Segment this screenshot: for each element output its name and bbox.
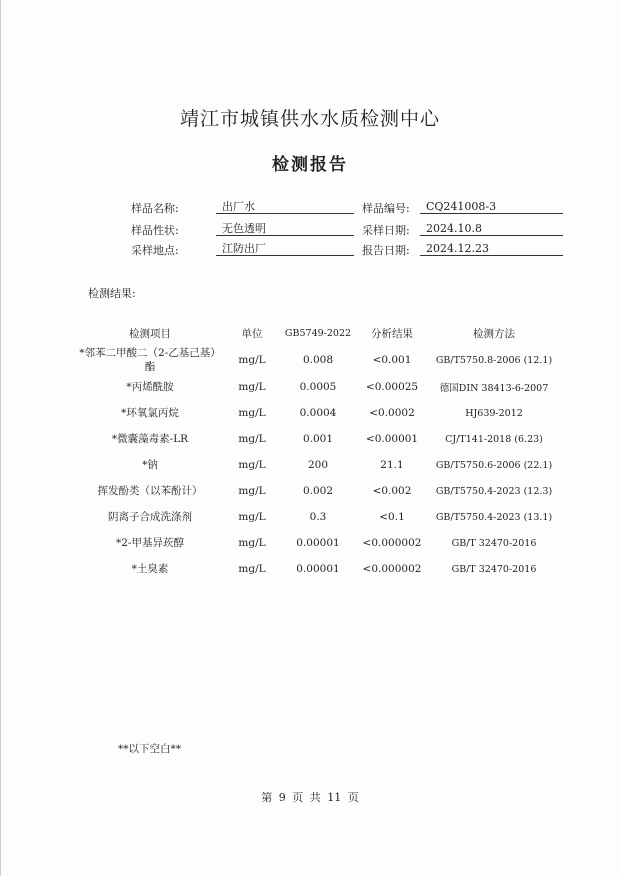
cell-item: 挥发酚类（以苯酚计） [97, 485, 203, 497]
cell-limit: 0.0004 [299, 407, 337, 419]
cell-item: *邻苯二甲酸二（2-乙基己基）酯 [79, 347, 221, 373]
table-row [76, 400, 560, 426]
cell-item: *钠 [142, 459, 158, 471]
cell-result: <0.1 [379, 511, 405, 523]
cell-method: GB/T5750.4-2023 (12.3) [435, 485, 553, 497]
cell-limit: 0.008 [302, 354, 334, 366]
cell-result: <0.0002 [369, 407, 415, 419]
sample-name-label: 样品名称: [131, 202, 179, 215]
table-row [76, 556, 560, 582]
cell-method: GB/T 32470-2016 [451, 537, 537, 549]
cell-limit: 0.00001 [296, 537, 340, 549]
cell-item: *2-甲基异莰醇 [116, 537, 184, 549]
header-method: 检测方法 [473, 327, 515, 340]
report-date-value: 2024.12.23 [420, 242, 563, 256]
cell-unit: mg/L [238, 563, 266, 575]
info-row-3 [0, 242, 620, 262]
table-row [76, 530, 560, 556]
table-row [76, 426, 560, 452]
results-table [76, 320, 560, 582]
sampling-date-label: 采样日期: [362, 224, 410, 237]
header-unit: 单位 [241, 327, 263, 340]
cell-item: *环氧氯丙烷 [121, 407, 179, 419]
cell-method: HJ639-2012 [465, 407, 523, 419]
cell-limit: 0.3 [309, 511, 327, 523]
info-row-2 [0, 222, 620, 242]
cell-item: 阴离子合成洗涤剂 [108, 511, 192, 523]
report-date-label: 报告日期: [362, 244, 410, 257]
table-row [76, 478, 560, 504]
blank-below-note: **以下空白** [118, 743, 181, 755]
cell-result: <0.000002 [362, 537, 422, 549]
cell-result: <0.001 [372, 354, 412, 366]
cell-result: <0.00001 [365, 433, 419, 445]
table-header-row [76, 320, 560, 346]
cell-result: <0.002 [372, 485, 412, 497]
cell-item: *丙烯酰胺 [126, 381, 174, 393]
sample-number-value: CQ241008-3 [420, 200, 563, 214]
cell-method: GB/T5750.4-2023 (13.1) [435, 511, 553, 523]
cell-unit: mg/L [238, 511, 266, 523]
sampling-location-label: 采样地点: [131, 244, 179, 257]
page-number: 第 9 页 共 11 页 [261, 791, 359, 804]
cell-result: 21.1 [380, 459, 404, 471]
cell-method: 德国DIN 38413-6-2007 [439, 383, 549, 394]
cell-unit: mg/L [238, 354, 266, 366]
cell-unit: mg/L [238, 537, 266, 549]
page-edge [0, 0, 1, 876]
cell-unit: mg/L [238, 485, 266, 497]
sampling-date-value: 2024.10.8 [420, 222, 563, 236]
cell-method: CJ/T141-2018 (6.23) [445, 433, 543, 445]
sample-property-value: 无色透明 [216, 222, 354, 236]
table-row [76, 346, 560, 374]
organization-name: 靖江市城镇供水水质检测中心 [179, 108, 440, 130]
cell-method: GB/T5750.8-2006 (12.1) [435, 354, 553, 366]
cell-limit: 0.0005 [299, 381, 337, 393]
header-result: 分析结果 [371, 327, 413, 340]
cell-unit: mg/L [238, 459, 266, 471]
sample-name-value: 出厂水 [216, 200, 354, 214]
sample-property-label: 样品性状: [131, 224, 179, 237]
cell-method: GB/T 32470-2016 [451, 563, 537, 575]
report-title: 检测报告 [272, 155, 348, 175]
cell-item: *微囊藻毒素-LR [111, 433, 189, 445]
table-row [76, 504, 560, 530]
cell-limit: 0.001 [302, 433, 334, 445]
sampling-location-value: 江防出厂 [216, 242, 354, 256]
cell-method: GB/T5750.6-2006 (22.1) [435, 459, 553, 471]
table-row [76, 452, 560, 478]
sample-number-label: 样品编号: [362, 202, 410, 215]
cell-unit: mg/L [238, 381, 266, 393]
header-item: 检测项目 [129, 327, 171, 340]
header-standard-limit: GB5749-2022 [284, 327, 352, 339]
cell-item: *土臭素 [131, 563, 169, 575]
table-row [76, 374, 560, 400]
cell-limit: 200 [307, 459, 329, 471]
cell-limit: 0.002 [302, 485, 334, 497]
cell-unit: mg/L [238, 407, 266, 419]
cell-result: <0.00025 [365, 381, 419, 393]
cell-limit: 0.00001 [296, 563, 340, 575]
results-label: 检测结果: [88, 287, 136, 300]
cell-unit: mg/L [238, 433, 266, 445]
info-row-1 [0, 200, 620, 220]
cell-result: <0.000002 [362, 563, 422, 575]
